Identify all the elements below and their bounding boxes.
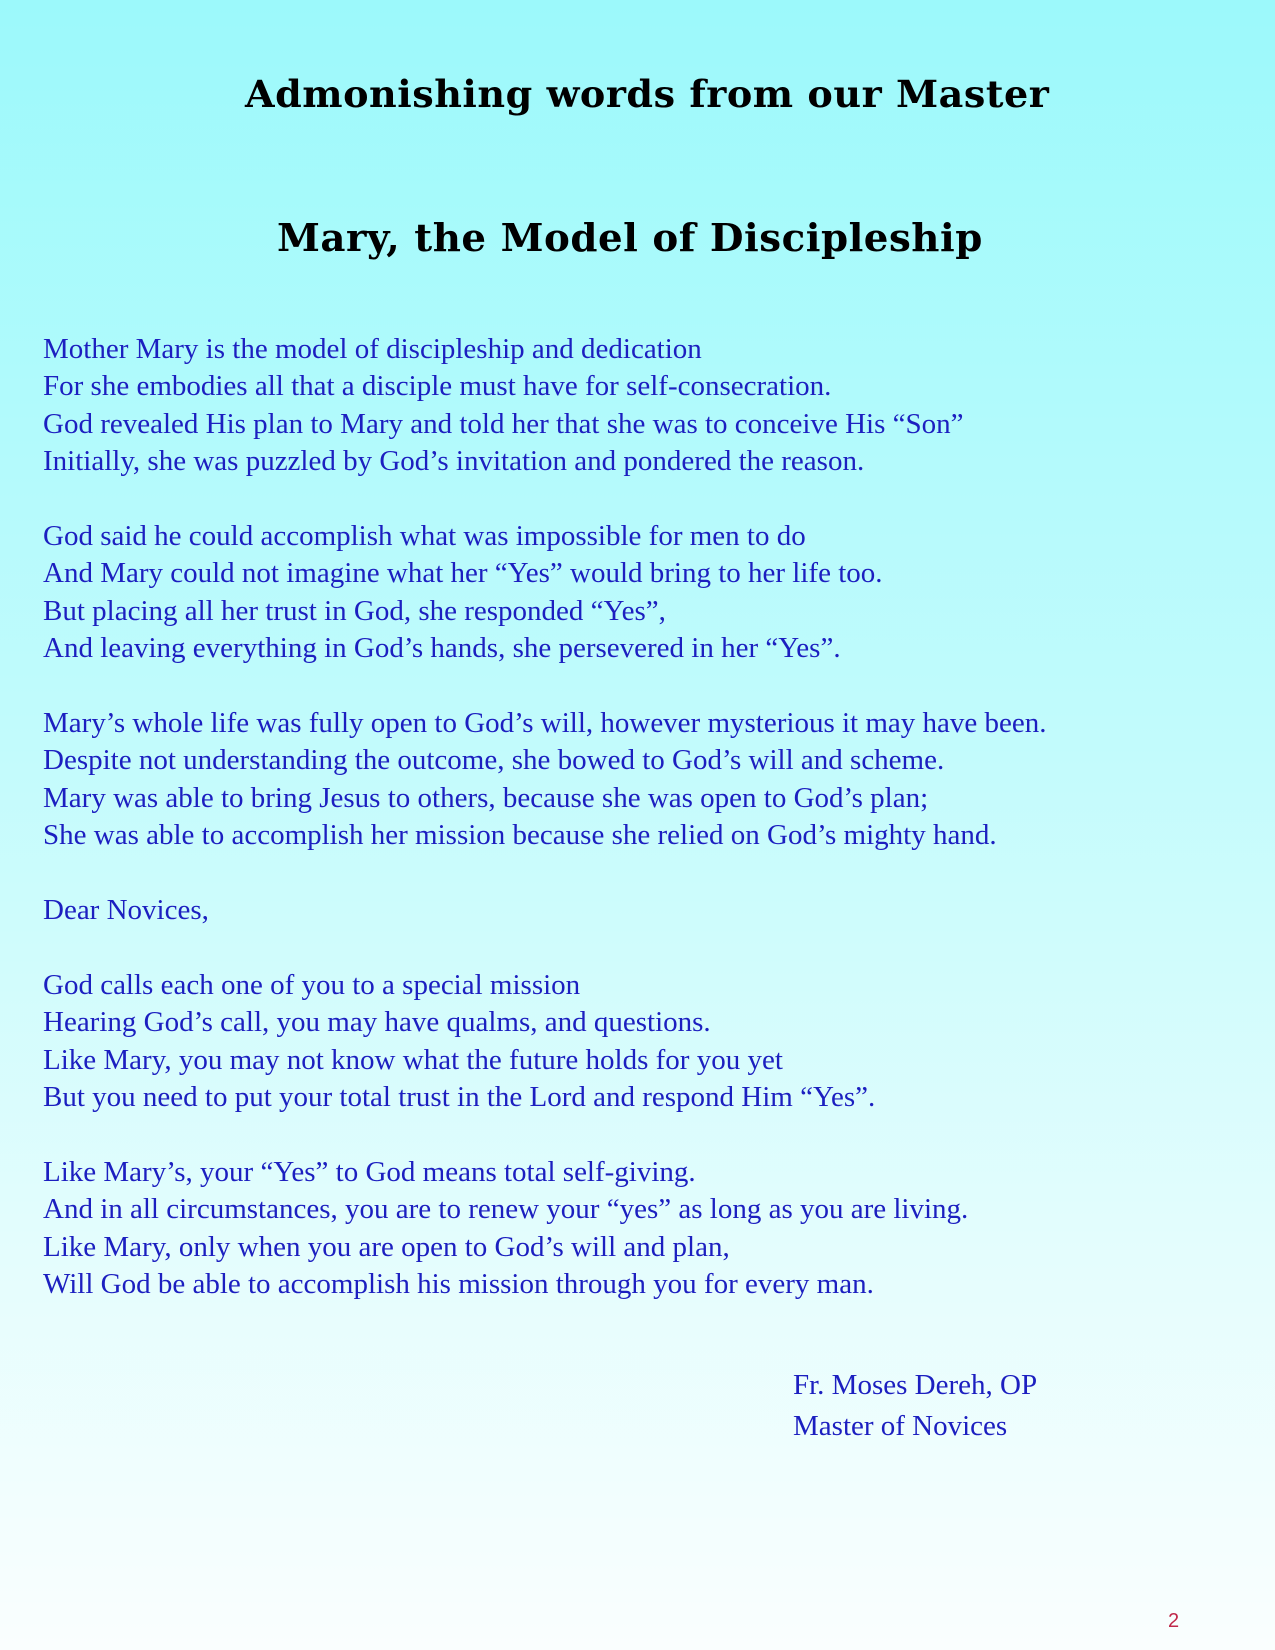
poem-line: For she embodies all that a disciple must have for self-consecration. (43, 370, 832, 403)
poem-line: She was able to accomplish her mission because she relied on God’s mighty hand. (43, 819, 997, 852)
poem-line: Like Mary, you may not know what the future holds for you yet (43, 1043, 783, 1076)
poem-line: Like Mary, only when you are open to God’s will and plan, (43, 1230, 730, 1263)
poem-line: And leaving everything in God’s hands, she persevered in her “Yes”. (43, 632, 841, 665)
stanza-3 (43, 705, 1263, 855)
poem-line: Hearing God’s call, you may have qualms, and questions. (43, 1006, 711, 1039)
document-subtitle: Mary, the Model of Discipleship (277, 215, 983, 260)
signature-name: Fr. Moses Dereh, OP (793, 1369, 1038, 1401)
salutation (43, 892, 1263, 929)
stanza-4 (43, 967, 1263, 1117)
poem-line: Like Mary’s, your “Yes” to God means total self-giving. (43, 1155, 696, 1188)
poem-line: Mary’s whole life was fully open to God’s will, however mysterious it may have been. (43, 707, 1047, 740)
poem-line: Initially, she was puzzled by God’s invitation and pondered the reason. (43, 445, 865, 478)
poem-line: But you need to put your total trust in the Lord and respond Him “Yes”. (43, 1081, 876, 1114)
signature-block (793, 1365, 1037, 1447)
poem-line: Will God be able to accomplish his mission through you for every man. (43, 1268, 874, 1301)
document-title: Admonishing words from our Master (245, 72, 1050, 116)
stanza-5 (43, 1154, 1263, 1304)
poem-line: And Mary could not imagine what her “Yes” would bring to her life too. (43, 557, 883, 590)
poem-line: God calls each one of you to a special mission (43, 968, 581, 1001)
poem-line: Despite not understanding the outcome, she bowed to God’s will and scheme. (43, 744, 945, 777)
poem-line: Mother Mary is the model of discipleship and dedication (43, 333, 702, 365)
poem-line: God said he could accomplish what was impossible for men to do (43, 520, 806, 553)
poem-line: Mary was able to bring Jesus to others, because she was open to God’s plan; (43, 781, 929, 814)
poem-body (43, 331, 1263, 1341)
stanza-1 (43, 331, 1263, 481)
page-number: 2 (1168, 1610, 1180, 1632)
stanza-2 (43, 518, 1263, 668)
poem-line: And in all circumstances, you are to renew your “yes” as long as you are living. (43, 1193, 969, 1226)
poem-line: But placing all her trust in God, she responded “Yes”, (43, 594, 666, 627)
signature-role: Master of Novices (793, 1410, 1008, 1442)
salutation-line: Dear Novices, (43, 894, 209, 927)
poem-line: God revealed His plan to Mary and told her that she was to conceive His “Son” (43, 407, 964, 440)
